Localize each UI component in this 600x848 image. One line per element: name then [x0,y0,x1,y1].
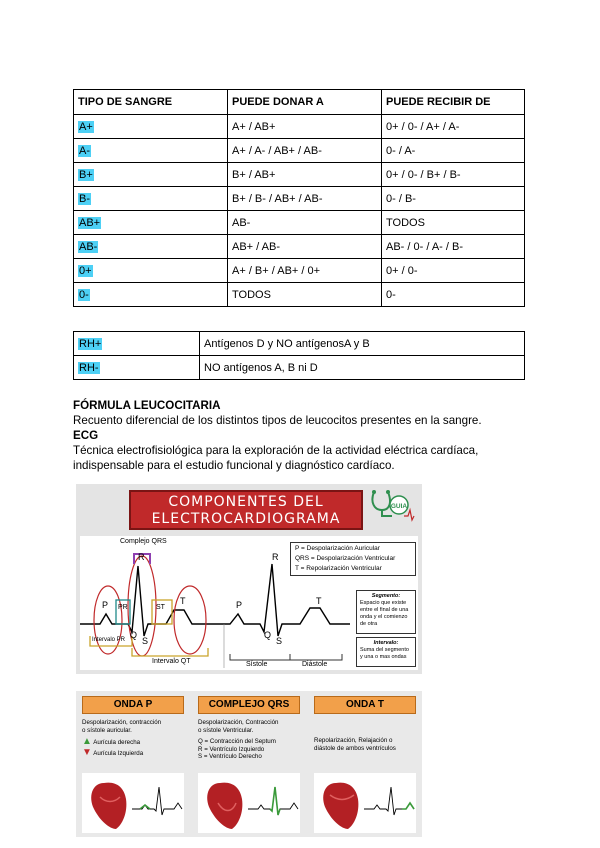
column-header: TIPO DE SANGRE [74,90,228,115]
ecg-text-line1: Técnica electrofisiológica para la exploración de la actividad eléctrica cardíaca, [73,444,479,457]
onda-p-column [78,691,188,837]
table-header-row [74,90,525,115]
legend-item: QRS = Despolarización Ventricular [295,555,396,562]
onda-t-description [314,737,420,752]
arrow-up-item [82,738,188,747]
heart-ecg-p-illustration [82,773,184,833]
heart-ecg-t-illustration [314,773,416,833]
complejo-qrs-description [198,719,304,761]
st-label: ST [156,604,165,611]
receive-cell: 0+ / 0- / B+ / B- [382,163,525,187]
onda-p-header: ONDA P [82,696,184,714]
desc-line: Despolarización, Contracción [198,719,279,726]
r-label: R [138,552,145,562]
r-label-2: R [272,552,279,562]
donate-cell: AB+ / AB- [228,235,382,259]
ecg-heading: ECG [73,429,99,442]
figure-title-line2: ELECTROCARDIOGRAMA [151,511,341,527]
onda-t-header: ONDA T [314,696,416,714]
segment-text: Espacio que existe entre el final de una onda y el comienzo de otra [360,600,409,627]
desc-line: diástole de ambos ventrículos [314,744,396,752]
donate-cell: B+ / AB+ [228,163,382,187]
p-label-2: P [236,600,243,610]
intervalo-pr-label: Intervalo PR [92,637,126,643]
blood-type-cell: AB- [79,240,98,253]
p-label: P [102,600,109,610]
table-row [74,115,525,139]
receive-cell: 0+ / 0- [382,259,525,283]
donate-cell: B+ / B- / AB+ / AB- [228,187,382,211]
table-row [74,211,525,235]
desc-line: Despolarización, contracción [82,719,162,726]
blood-type-table [73,89,525,307]
onda-t-column [310,691,420,837]
sistole-label: Sístole [246,661,268,668]
table-row [74,139,525,163]
rh-type-cell: RH+ [79,337,102,350]
column-header: PUEDE DONAR A [228,90,382,115]
blood-type-cell: A+ [79,120,93,133]
blood-type-cell: AB+ [79,216,101,229]
interval-text: Suma del segmento y una o mas ondas [360,647,409,660]
receive-cell: TODOS [382,211,525,235]
t-label: T [180,596,186,606]
arrow-up-icon: ▲ [82,736,92,747]
rh-desc-cell: Antígenos D y NO antígenosA y B [200,332,525,356]
desc-line: Repolarización, Relajación o [314,737,393,744]
qt-interval-bracket [132,648,208,656]
ecg-waves-figure [76,691,422,837]
item-label: Aurícula Izquierda [93,749,144,757]
donate-cell: AB- [228,211,382,235]
arrow-down-item [82,746,188,758]
text-section [73,398,533,473]
t-label-2: T [316,596,322,606]
desc-line: o sístole Ventricular. [198,726,254,734]
table-row [74,356,525,380]
ecg-legend [290,542,416,576]
blood-type-cell: B+ [79,168,93,181]
blood-type-cell: B- [79,192,90,205]
interval-note [356,637,416,667]
receive-cell: AB- / 0- / A- / B- [382,235,525,259]
arrow-down-icon: ▼ [82,746,92,758]
rh-type-cell: RH- [79,361,99,374]
logo-text: GUIA [390,503,408,510]
item-label: S = Ventrículo Derecho [198,753,262,760]
complejo-qrs-label: Complejo QRS [120,538,167,545]
desc-line: o sístole auricular. [82,726,132,734]
pr-label: PR [118,604,128,611]
legend-item: P = Despolarización Auricular [295,545,380,552]
q-label-2: Q [264,630,272,640]
donate-cell: A+ / A- / AB+ / AB- [228,139,382,163]
item-label: R = Ventrículo Izquierdo [198,745,265,753]
column-header: PUEDE RECIBIR DE [382,90,525,115]
table-row [74,332,525,356]
intervalo-qt-label: Intervalo QT [152,658,191,665]
complejo-qrs-column [194,691,304,837]
ecg-trace-panel [80,536,418,670]
figure-title-line1: COMPONENTES DEL [168,494,324,510]
onda-p-description [82,719,188,757]
complejo-qrs-header: COMPLEJO QRS [198,696,300,714]
receive-cell: 0- [382,283,525,307]
table-row [74,235,525,259]
donate-cell: TODOS [228,283,382,307]
receive-cell: 0+ / 0- / A+ / A- [382,115,525,139]
blood-type-cell: 0- [79,288,89,301]
blood-type-cell: A- [79,144,90,157]
ecg-text-line2: indispensable para el estudio funcional y diagnóstico cardíaco. [73,459,395,472]
donate-cell: A+ / B+ / AB+ / 0+ [228,259,382,283]
donate-cell: A+ / AB+ [228,115,382,139]
figure-title [129,490,363,530]
diastole-label: Diástole [302,661,328,668]
table-row [74,259,525,283]
ecg-components-figure [76,484,422,674]
segment-note [356,590,416,634]
table-row [74,283,525,307]
rh-desc-cell: NO antígenos A, B ni D [200,356,525,380]
item-label: Q = Contracción del Septum [198,738,276,745]
table-row [74,187,525,211]
s-label: S [142,636,149,646]
segment-title: Segmento: [371,593,401,599]
systole-bracket [230,654,290,660]
legend-item: T = Repolarización Ventricular [295,565,382,572]
rh-factor-table [73,331,525,380]
q-label: Q [130,630,138,640]
formula-text: Recuento diferencial de los distintos tipos de leucocitos presentes en la sangre. [73,414,482,427]
interval-title: Intervalo: [373,640,399,646]
formula-heading: FÓRMULA LEUCOCITARIA [73,399,221,412]
p-wave-ellipse [94,586,122,654]
s-label-2: S [276,636,283,646]
stethoscope-logo-icon [368,488,416,522]
heart-ecg-qrs-illustration [198,773,300,833]
receive-cell: 0- / B- [382,187,525,211]
table-row [74,163,525,187]
receive-cell: 0- / A- [382,139,525,163]
blood-type-cell: 0+ [79,264,92,277]
item-label: Aurícula derecha [93,739,141,746]
diastole-bracket [290,654,342,660]
